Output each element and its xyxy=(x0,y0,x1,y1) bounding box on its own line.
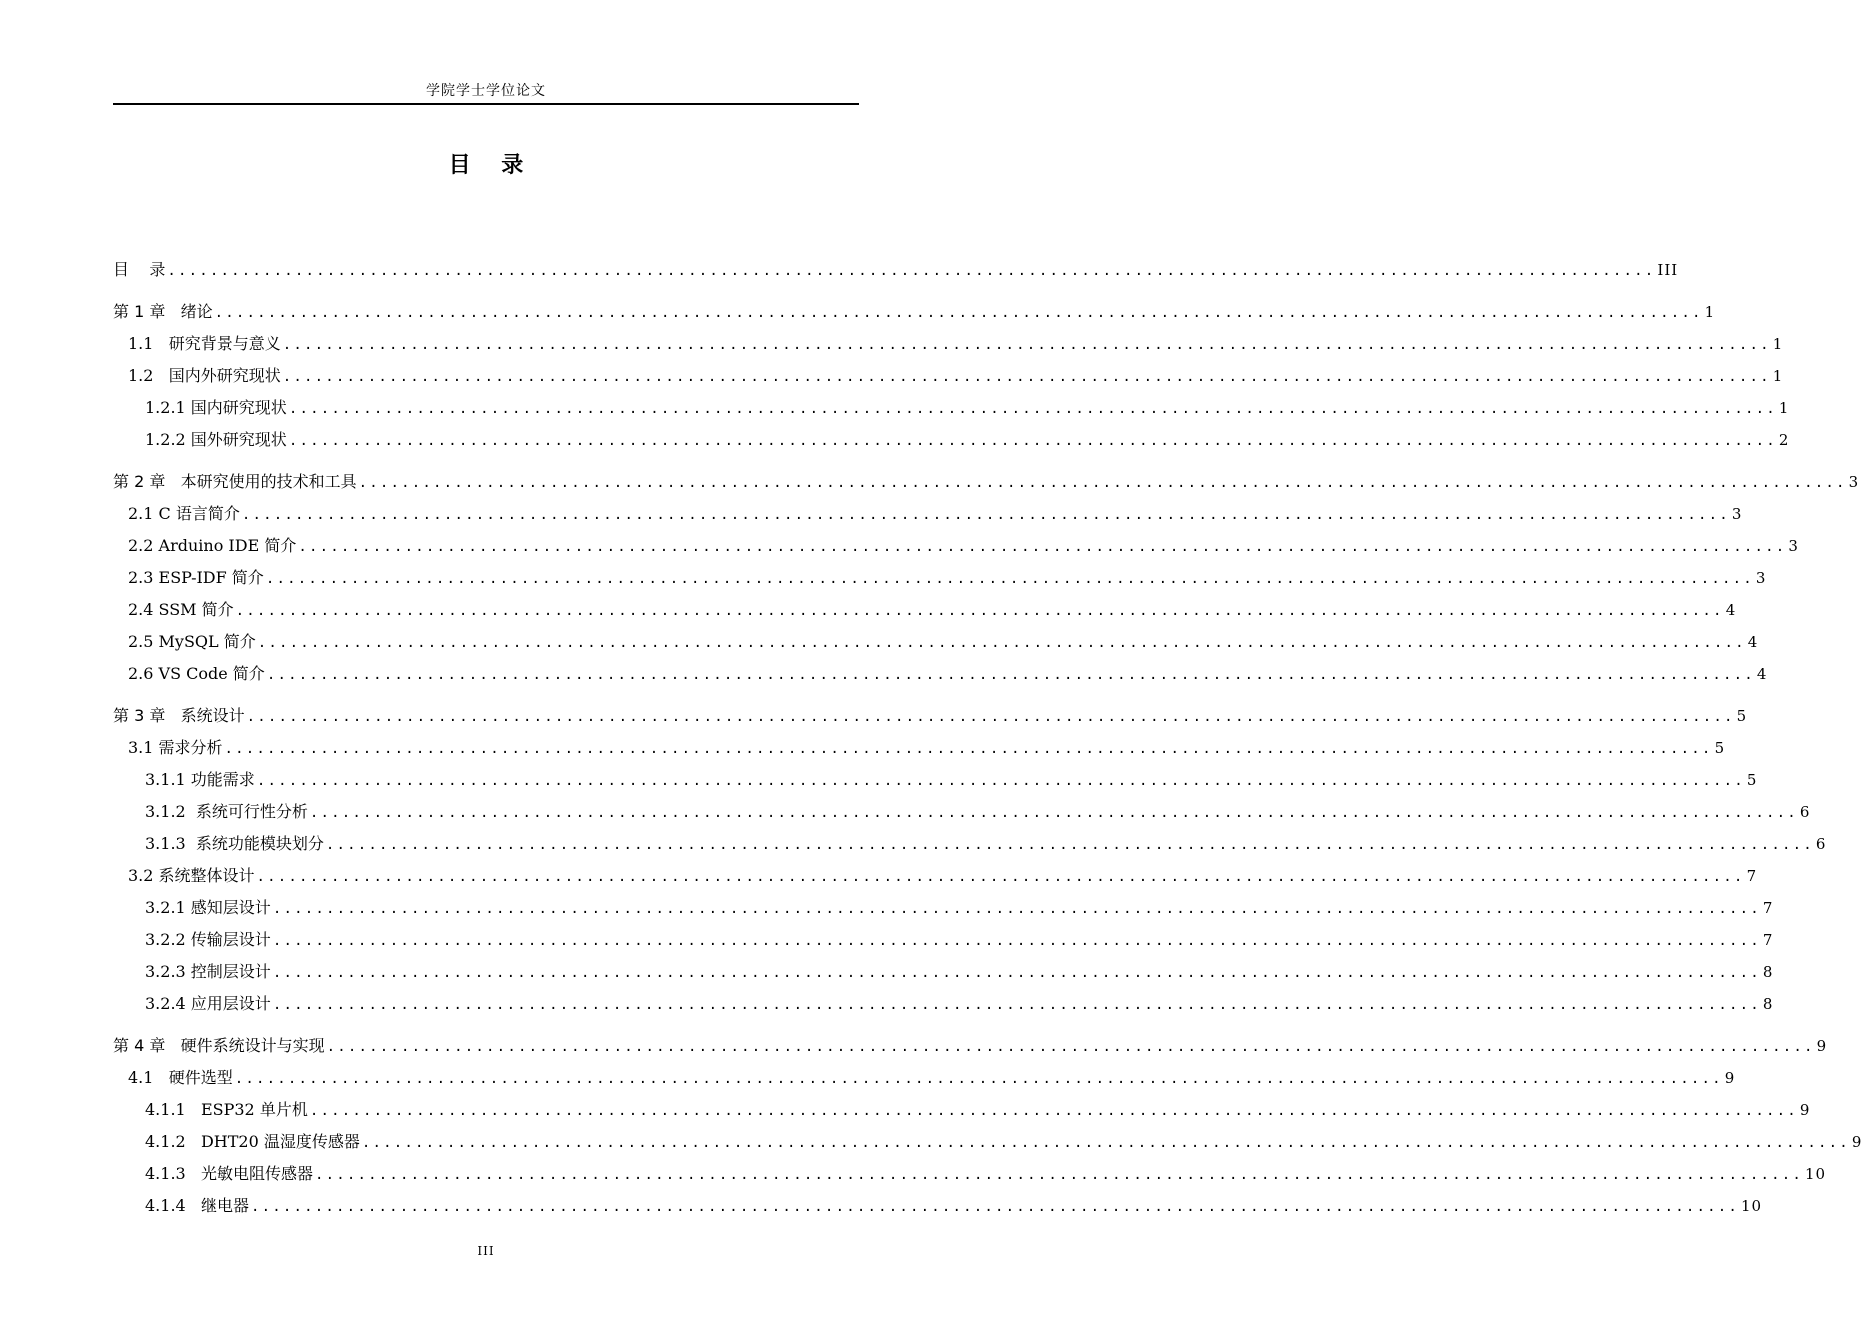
toc-entry-label: 3.1.2 系统可行性分析 xyxy=(145,802,308,821)
toc-entry[interactable] xyxy=(113,530,1799,562)
toc-chapter-entry[interactable] xyxy=(113,254,1679,286)
toc-entry-page: 6 xyxy=(1799,803,1811,821)
toc-entry-page: 1 xyxy=(1772,335,1784,353)
toc-entry-page: 8 xyxy=(1762,995,1774,1013)
table-of-contents xyxy=(113,254,1862,1222)
toc-entry[interactable] xyxy=(113,498,1743,530)
toc-leader-dots: ............................................................................................................................................ xyxy=(298,539,1787,555)
toc-leader-dots: ............................................................................................................................................ xyxy=(265,571,1754,587)
header-rule xyxy=(113,103,859,105)
toc-entry-label: 4.1.2 DHT20 温湿度传感器 xyxy=(145,1132,360,1151)
toc-entry[interactable] xyxy=(113,1062,1736,1094)
toc-entry-label: 第 2 章 本研究使用的技术和工具 xyxy=(113,472,357,491)
toc-entry-page: 4 xyxy=(1747,633,1759,651)
toc-entry-label: 2.2 Arduino IDE 简介 xyxy=(128,536,297,555)
toc-chapter-entry[interactable] xyxy=(113,1030,1828,1062)
toc-entry[interactable] xyxy=(113,1158,1827,1190)
toc-leader-dots: ............................................................................................................................................ xyxy=(256,773,1745,789)
toc-chapter-entry[interactable] xyxy=(113,296,1716,328)
toc-entry-page: 3 xyxy=(1731,505,1743,523)
toc-leader-dots: ............................................................................................................................................ xyxy=(309,805,1798,821)
toc-entry-page: 4 xyxy=(1756,665,1768,683)
toc-leader-dots: ............................................................................................................................................ xyxy=(288,433,1777,449)
toc-entry-page: 5 xyxy=(1714,739,1726,757)
toc-entry-label: 3.1.3 系统功能模块划分 xyxy=(145,834,324,853)
page-number: III xyxy=(477,1244,495,1258)
toc-entry-page: 5 xyxy=(1746,771,1758,789)
toc-leader-dots: ............................................................................................................................................ xyxy=(326,1039,1815,1055)
toc-entry[interactable] xyxy=(113,828,1827,860)
toc-leader-dots: ............................................................................................................................................ xyxy=(309,1103,1798,1119)
toc-entry-page: 1 xyxy=(1704,303,1716,321)
toc-entry-page: 3 xyxy=(1788,537,1799,555)
toc-leader-dots: ............................................................................................................................................ xyxy=(358,475,1847,491)
toc-leader-dots: ............................................................................................................................................ xyxy=(241,507,1730,523)
toc-leader-dots: ............................................................................................................................................ xyxy=(282,337,1771,353)
toc-leader-dots: ............................................................................................................................................ xyxy=(314,1167,1804,1183)
toc-leader-dots: ............................................................................................................................................ xyxy=(250,1199,1740,1215)
toc-entry-page: 8 xyxy=(1762,963,1774,981)
toc-entry-label: 3.2 系统整体设计 xyxy=(128,866,255,885)
toc-entry-label: 2.1 C 语言简介 xyxy=(128,504,240,523)
toc-entry-page: III xyxy=(1657,261,1679,279)
toc-entry-page: 1 xyxy=(1778,399,1790,417)
toc-entry[interactable] xyxy=(113,1190,1763,1222)
toc-entry-label: 4.1.4 继电器 xyxy=(145,1196,249,1215)
toc-entry-label: 2.3 ESP-IDF 简介 xyxy=(128,568,264,587)
toc-entry-label: 1.2.2 国外研究现状 xyxy=(145,430,287,449)
toc-leader-dots: ............................................................................................................................................ xyxy=(272,901,1761,917)
toc-leader-dots: ............................................................................................................................................ xyxy=(234,1071,1723,1087)
toc-entry[interactable] xyxy=(113,360,1784,392)
toc-entry-page: 1 xyxy=(1772,367,1784,385)
toc-entry-label: 3.2.2 传输层设计 xyxy=(145,930,271,949)
toc-leader-dots: ............................................................................................................................................ xyxy=(167,263,1656,279)
toc-entry-label: 2.5 MySQL 简介 xyxy=(128,632,256,651)
toc-entry[interactable] xyxy=(113,796,1811,828)
toc-entry[interactable] xyxy=(113,594,1737,626)
toc-entry-page: 9 xyxy=(1816,1037,1828,1055)
running-header: 学院学士学位论文 xyxy=(426,83,546,99)
toc-entry[interactable] xyxy=(113,392,1790,424)
toc-entry[interactable] xyxy=(113,626,1759,658)
toc-entry-label: 目 录 xyxy=(113,260,166,279)
toc-leader-dots: ............................................................................................................................................ xyxy=(214,305,1703,321)
toc-entry[interactable] xyxy=(113,1126,1862,1158)
toc-leader-dots: ............................................................................................................................................ xyxy=(266,667,1755,683)
toc-leader-dots: ............................................................................................................................................ xyxy=(224,741,1713,757)
toc-entry-label: 3.2.1 感知层设计 xyxy=(145,898,271,917)
toc-entry-page: 7 xyxy=(1746,867,1758,885)
toc-entry[interactable] xyxy=(113,956,1774,988)
toc-entry-label: 1.2 国内外研究现状 xyxy=(128,366,281,385)
toc-entry-label: 第 1 章 绪论 xyxy=(113,302,213,321)
toc-entry-label: 1.2.1 国内研究现状 xyxy=(145,398,287,417)
toc-entry-label: 3.2.4 应用层设计 xyxy=(145,994,271,1013)
toc-entry-page: 6 xyxy=(1815,835,1827,853)
toc-leader-dots: ............................................................................................................................................ xyxy=(272,965,1761,981)
toc-entry-page: 7 xyxy=(1762,931,1774,949)
toc-entry-label: 2.4 SSM 简介 xyxy=(128,600,234,619)
toc-entry-page: 9 xyxy=(1851,1133,1862,1151)
toc-chapter-entry[interactable] xyxy=(113,700,1748,732)
toc-entry-page: 9 xyxy=(1799,1101,1811,1119)
toc-leader-dots: ............................................................................................................................................ xyxy=(256,869,1745,885)
toc-chapter-entry[interactable] xyxy=(113,466,1860,498)
toc-entry-page: 7 xyxy=(1762,899,1774,917)
toc-entry-label: 3.1.1 功能需求 xyxy=(145,770,255,789)
toc-entry-page: 10 xyxy=(1805,1165,1827,1183)
toc-entry[interactable] xyxy=(113,988,1774,1020)
toc-leader-dots: ............................................................................................................................................ xyxy=(272,933,1761,949)
toc-leader-dots: ............................................................................................................................................ xyxy=(325,837,1814,853)
toc-entry-page: 4 xyxy=(1725,601,1737,619)
toc-entry[interactable] xyxy=(113,424,1790,456)
toc-entry[interactable] xyxy=(113,732,1726,764)
toc-entry-label: 3.2.3 控制层设计 xyxy=(145,962,271,981)
toc-entry[interactable] xyxy=(113,562,1767,594)
toc-entry-page: 2 xyxy=(1778,431,1790,449)
toc-leader-dots: ............................................................................................................................................ xyxy=(282,369,1771,385)
toc-entry-label: 第 3 章 系统设计 xyxy=(113,706,245,725)
toc-entry-page: 5 xyxy=(1736,707,1748,725)
toc-leader-dots: ............................................................................................................................................ xyxy=(246,709,1735,725)
toc-entry-page: 3 xyxy=(1848,473,1860,491)
toc-leader-dots: ............................................................................................................................................ xyxy=(288,401,1777,417)
toc-entry-label: 4.1.3 光敏电阻传感器 xyxy=(145,1164,313,1183)
toc-entry-label: 3.1 需求分析 xyxy=(128,738,223,757)
toc-entry[interactable] xyxy=(113,764,1758,796)
toc-entry[interactable] xyxy=(113,658,1768,690)
toc-entry[interactable] xyxy=(113,860,1758,892)
toc-entry-label: 4.1 硬件选型 xyxy=(128,1068,233,1087)
toc-entry-page: 10 xyxy=(1741,1197,1763,1215)
toc-entry-page: 9 xyxy=(1724,1069,1736,1087)
toc-leader-dots: ............................................................................................................................................ xyxy=(361,1135,1850,1151)
toc-leader-dots: ............................................................................................................................................ xyxy=(272,997,1761,1013)
toc-entry[interactable] xyxy=(113,328,1784,360)
toc-entry-label: 1.1 研究背景与意义 xyxy=(128,334,281,353)
toc-entry-label: 2.6 VS Code 简介 xyxy=(128,664,265,683)
toc-leader-dots: ............................................................................................................................................ xyxy=(257,635,1746,651)
toc-entry[interactable] xyxy=(113,924,1774,956)
toc-entry[interactable] xyxy=(113,1094,1811,1126)
toc-title: 目 录 xyxy=(448,153,524,178)
toc-entry[interactable] xyxy=(113,892,1774,924)
toc-entry-label: 4.1.1 ESP32 单片机 xyxy=(145,1100,308,1119)
toc-entry-label: 第 4 章 硬件系统设计与实现 xyxy=(113,1036,325,1055)
toc-entry-page: 3 xyxy=(1755,569,1767,587)
toc-leader-dots: ............................................................................................................................................ xyxy=(235,603,1724,619)
